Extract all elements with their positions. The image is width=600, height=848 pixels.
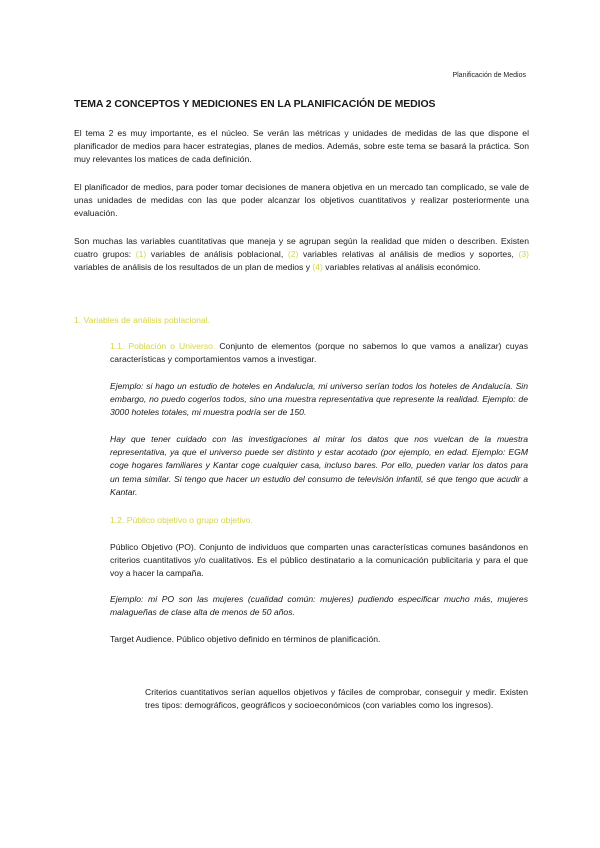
section-1-heading: 1. Variables de análisis poblacional. (74, 315, 210, 325)
intro-text-2: El planificador de medios, para poder tomar decisiones de manera objetiva en un mercado tan complicado, se vale de unas unidades de medidas con las que poder alcanzar los objetivos cuantitativos y realizar posteriormente una evaluación. (74, 182, 529, 219)
section-1-heading-block (74, 314, 529, 327)
intro-p3-segment: variables de análisis de los resultados de un plan de medios y (74, 262, 313, 273)
population-note-block (110, 433, 528, 499)
group-number-3: (3) (518, 249, 529, 260)
intro-paragraph-1 (74, 127, 529, 167)
group-number-4: (4) (312, 262, 323, 273)
population-example: Ejemplo: si hago un estudio de hoteles en Andalucía, mi universo serían todos los hoteles de Andalucía. Sin embargo, no puedo cogerlos todos, sino una muestra representativa que represente la realidad. Ejemplo: de 3000 hoteles totales, mi muestra podría ser de 150. (110, 381, 528, 418)
target-example: Ejemplo: mi PO son las mujeres (cualidad común: mujeres) pudiendo especificar mucho más, mujeres malagueñas de clase alta de menos de 50 años. (110, 594, 528, 618)
intro-p3-segment: variables relativas al análisis económico. (322, 262, 481, 273)
intro-p3-segment: Son muchas las variables cuantitativas que maneja y se agrupan según la realidad que miden o describen. Existen cuatro grupos: (74, 236, 529, 260)
intro-text-1: El tema 2 es muy importante, es el núcleo. Se verán las métricas y unidades de medidas de las que dispone el planificador de medios para hacer estrategias, planes de medios. Además, sobre este tema se basará la práctica. Son muy relevantes los matices de cada definición. (74, 128, 529, 165)
running-header: Planificación de Medios (452, 72, 526, 79)
target-audience-block (110, 633, 528, 646)
subsection-1-2-heading: 1.2. Público objetivo o grupo objetivo. (110, 515, 253, 525)
subsection-1-2-heading-block (110, 514, 528, 527)
page-title: TEMA 2 CONCEPTOS Y MEDICIONES EN LA PLANIFICACIÓN DE MEDIOS (74, 98, 436, 110)
intro-p3-segment: variables de análisis poblacional, (146, 249, 288, 260)
population-example-block (110, 380, 528, 420)
subsection-1-1-text (110, 340, 528, 366)
subsection-1-1-heading: 1.1. Población o Universo. (110, 341, 216, 351)
intro-paragraph-2 (74, 181, 529, 221)
target-example-block (110, 593, 528, 619)
target-definition: Público Objetivo (PO). Conjunto de individuos que comparten unas características comunes basándonos en criterios cuantitativos y/o cualitativos. Es el público destinatario a la comunicación publicitaria y para el que voy a hacer la campaña. (110, 542, 528, 579)
criteria-block (145, 686, 528, 712)
intro-text-3 (74, 235, 529, 275)
subsection-1-1 (110, 340, 528, 366)
population-definition: Conjunto de elementos (porque no sabemos lo que vamos a analizar) cuyas características y comportamientos vamos a investigar. (110, 341, 528, 365)
group-number-2: (2) (287, 249, 299, 260)
target-definition-block (110, 541, 528, 581)
intro-paragraph-3 (74, 235, 529, 275)
quantitative-criteria: Criterios cuantitativos serían aquellos objetivos y fáciles de comprobar, conseguir y medir. Existen tres tipos: demográficos, geográficos y socioeconómicos (con variables como los ingresos). (145, 687, 528, 711)
target-audience: Target Audience. Público objetivo definido en términos de planificación. (110, 634, 381, 644)
population-note: Hay que tener cuidado con las investigaciones al mirar los datos que nos vuelcan de la muestra representativa, ya que el universo puede ser distinto y estar acotado (por ejemplo, en edad. Ejemplo: EGM coge hogares familiares y Kantar coge cualquier casa, incluso bares. Por ello, pueden variar los datos para un tema similar. Si tengo que hacer un estudio del consumo de televisión infantil, sé que tengo que acudir a Kantar. (110, 434, 528, 497)
intro-p3-segment: variables relativas al análisis de medios y soportes, (298, 249, 519, 260)
group-number-1: (1) (135, 249, 147, 260)
